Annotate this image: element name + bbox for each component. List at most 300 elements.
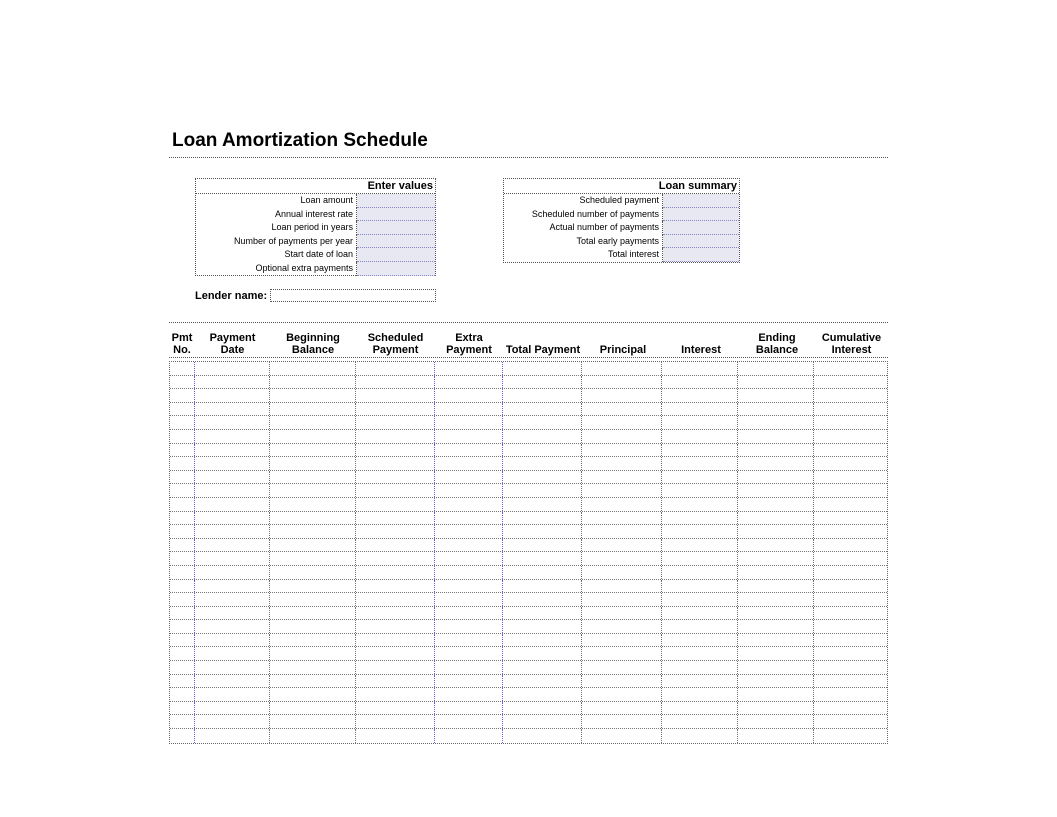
table-cell[interactable] (356, 416, 435, 429)
table-cell[interactable] (356, 675, 435, 688)
table-cell[interactable] (738, 403, 814, 416)
table-cell[interactable] (582, 403, 662, 416)
table-cell[interactable] (662, 702, 738, 715)
table-cell[interactable] (814, 566, 887, 579)
table-cell[interactable] (356, 457, 435, 470)
table-cell[interactable] (356, 634, 435, 647)
table-cell[interactable] (662, 593, 738, 606)
table-cell[interactable] (270, 566, 356, 579)
table-cell[interactable] (170, 484, 195, 497)
table-cell[interactable] (582, 647, 662, 660)
table-cell[interactable] (503, 729, 583, 743)
table-cell[interactable] (662, 729, 738, 743)
table-cell[interactable] (662, 661, 738, 674)
table-cell[interactable] (814, 457, 887, 470)
table-cell[interactable] (170, 362, 195, 375)
table-cell[interactable] (814, 661, 887, 674)
table-cell[interactable] (270, 444, 356, 457)
table-cell[interactable] (356, 729, 435, 743)
table-cell[interactable] (814, 688, 887, 701)
table-cell[interactable] (738, 647, 814, 660)
table-cell[interactable] (170, 702, 195, 715)
table-cell[interactable] (814, 729, 887, 743)
table-cell[interactable] (662, 688, 738, 701)
table-cell[interactable] (662, 525, 738, 538)
table-cell[interactable] (270, 620, 356, 633)
table-cell[interactable] (356, 702, 435, 715)
table-cell[interactable] (435, 620, 503, 633)
table-cell[interactable] (738, 620, 814, 633)
table-cell[interactable] (270, 580, 356, 593)
table-cell[interactable] (195, 607, 270, 620)
table-cell[interactable] (435, 552, 503, 565)
table-cell[interactable] (356, 647, 435, 660)
table-cell[interactable] (195, 416, 270, 429)
table-cell[interactable] (503, 498, 583, 511)
table-cell[interactable] (738, 607, 814, 620)
table-cell[interactable] (662, 471, 738, 484)
table-row (170, 444, 887, 458)
table-cell[interactable] (738, 512, 814, 525)
table-cell[interactable] (170, 620, 195, 633)
table-cell[interactable] (503, 702, 583, 715)
table-cell[interactable] (195, 729, 270, 743)
table-cell[interactable] (582, 484, 662, 497)
table-cell[interactable] (435, 661, 503, 674)
table-cell[interactable] (170, 498, 195, 511)
table-cell[interactable] (356, 661, 435, 674)
table-cell[interactable] (503, 430, 583, 443)
table-cell[interactable] (270, 498, 356, 511)
table-cell[interactable] (195, 593, 270, 606)
enter-values-value-cell[interactable] (357, 248, 435, 262)
table-cell[interactable] (435, 376, 503, 389)
table-cell[interactable] (662, 607, 738, 620)
table-cell[interactable] (814, 552, 887, 565)
table-cell[interactable] (582, 471, 662, 484)
table-cell[interactable] (435, 634, 503, 647)
table-cell[interactable] (435, 675, 503, 688)
table-cell[interactable] (195, 498, 270, 511)
table-cell[interactable] (435, 729, 503, 743)
table-cell[interactable] (814, 634, 887, 647)
table-cell[interactable] (270, 647, 356, 660)
table-cell[interactable] (582, 580, 662, 593)
table-cell[interactable] (195, 403, 270, 416)
table-cell[interactable] (435, 688, 503, 701)
table-cell[interactable] (738, 457, 814, 470)
table-cell[interactable] (195, 675, 270, 688)
table-cell[interactable] (170, 471, 195, 484)
table-cell[interactable] (356, 580, 435, 593)
table-cell[interactable] (270, 525, 356, 538)
table-cell[interactable] (356, 593, 435, 606)
table-cell[interactable] (170, 512, 195, 525)
table-cell[interactable] (170, 444, 195, 457)
table-cell[interactable] (356, 620, 435, 633)
table-cell[interactable] (814, 512, 887, 525)
table-cell[interactable] (356, 715, 435, 728)
table-cell[interactable] (503, 620, 583, 633)
table-cell[interactable] (170, 607, 195, 620)
table-cell[interactable] (738, 688, 814, 701)
table-cell[interactable] (356, 498, 435, 511)
table-cell[interactable] (738, 552, 814, 565)
table-cell[interactable] (582, 675, 662, 688)
table-cell[interactable] (814, 620, 887, 633)
table-cell[interactable] (270, 688, 356, 701)
column-header (663, 332, 739, 357)
table-cell[interactable] (270, 634, 356, 647)
table-cell[interactable] (435, 416, 503, 429)
table-cell[interactable] (270, 661, 356, 674)
table-cell[interactable] (662, 403, 738, 416)
table-cell[interactable] (170, 403, 195, 416)
table-cell[interactable] (356, 444, 435, 457)
table-cell[interactable] (195, 430, 270, 443)
table-cell[interactable] (814, 539, 887, 552)
table-cell[interactable] (582, 661, 662, 674)
table-cell[interactable] (738, 566, 814, 579)
table-cell[interactable] (435, 580, 503, 593)
table-cell[interactable] (582, 416, 662, 429)
table-cell[interactable] (582, 525, 662, 538)
table-cell[interactable] (503, 580, 583, 593)
table-cell[interactable] (814, 362, 887, 375)
table-cell[interactable] (435, 471, 503, 484)
table-cell[interactable] (195, 484, 270, 497)
table-cell[interactable] (738, 729, 814, 743)
table-cell[interactable] (435, 362, 503, 375)
table-cell[interactable] (662, 457, 738, 470)
table-cell[interactable] (195, 525, 270, 538)
table-cell[interactable] (582, 593, 662, 606)
table-cell[interactable] (738, 539, 814, 552)
table-cell[interactable] (170, 647, 195, 660)
table-cell[interactable] (582, 430, 662, 443)
table-cell[interactable] (270, 715, 356, 728)
table-cell[interactable] (814, 647, 887, 660)
table-cell[interactable] (503, 362, 583, 375)
table-cell[interactable] (170, 389, 195, 402)
table-cell[interactable] (582, 376, 662, 389)
table-cell[interactable] (582, 444, 662, 457)
table-cell[interactable] (582, 498, 662, 511)
table-cell[interactable] (435, 593, 503, 606)
table-cell[interactable] (662, 376, 738, 389)
table-cell[interactable] (503, 389, 583, 402)
table-cell[interactable] (195, 647, 270, 660)
table-cell[interactable] (814, 416, 887, 429)
table-cell[interactable] (814, 498, 887, 511)
table-cell[interactable] (814, 675, 887, 688)
table-cell[interactable] (435, 607, 503, 620)
table-cell[interactable] (356, 512, 435, 525)
table-cell[interactable] (435, 539, 503, 552)
column-header-line1: Extra (455, 332, 483, 344)
table-cell[interactable] (503, 539, 583, 552)
table-cell[interactable] (814, 593, 887, 606)
table-cell[interactable] (738, 634, 814, 647)
schedule-divider (169, 322, 888, 323)
table-cell[interactable] (195, 634, 270, 647)
table-cell[interactable] (435, 444, 503, 457)
table-cell[interactable] (582, 715, 662, 728)
table-cell[interactable] (503, 634, 583, 647)
table-cell[interactable] (356, 376, 435, 389)
table-cell[interactable] (435, 525, 503, 538)
table-cell[interactable] (582, 457, 662, 470)
table-cell[interactable] (662, 389, 738, 402)
table-cell[interactable] (170, 552, 195, 565)
column-header (270, 332, 356, 357)
table-cell[interactable] (503, 444, 583, 457)
table-cell[interactable] (582, 566, 662, 579)
table-cell[interactable] (738, 362, 814, 375)
column-header-line1: Cumulative (821, 332, 882, 344)
table-cell[interactable] (270, 702, 356, 715)
table-cell[interactable] (814, 607, 887, 620)
table-cell[interactable] (170, 430, 195, 443)
table-cell[interactable] (814, 376, 887, 389)
table-cell[interactable] (195, 389, 270, 402)
table-cell[interactable] (270, 607, 356, 620)
table-cell[interactable] (195, 512, 270, 525)
table-cell[interactable] (738, 580, 814, 593)
table-row (170, 566, 887, 580)
table-row (170, 620, 887, 634)
table-cell[interactable] (503, 647, 583, 660)
table-cell[interactable] (582, 539, 662, 552)
table-cell[interactable] (270, 389, 356, 402)
table-cell[interactable] (435, 512, 503, 525)
table-cell[interactable] (170, 539, 195, 552)
table-cell[interactable] (738, 471, 814, 484)
table-cell[interactable] (503, 607, 583, 620)
table-cell[interactable] (170, 729, 195, 743)
column-header-line1: Pmt (171, 332, 193, 344)
table-cell[interactable] (814, 389, 887, 402)
table-cell[interactable] (662, 620, 738, 633)
table-cell[interactable] (356, 430, 435, 443)
table-cell[interactable] (270, 539, 356, 552)
table-row (170, 634, 887, 648)
table-cell[interactable] (270, 457, 356, 470)
table-cell[interactable] (503, 457, 583, 470)
table-cell[interactable] (662, 715, 738, 728)
table-cell[interactable] (503, 566, 583, 579)
table-cell[interactable] (435, 457, 503, 470)
table-cell[interactable] (503, 688, 583, 701)
table-cell[interactable] (170, 566, 195, 579)
table-cell[interactable] (356, 552, 435, 565)
enter-values-value-cell[interactable] (357, 221, 435, 235)
table-cell[interactable] (270, 362, 356, 375)
table-cell[interactable] (356, 688, 435, 701)
enter-values-value-cell[interactable] (357, 262, 435, 276)
table-cell[interactable] (582, 512, 662, 525)
table-cell[interactable] (662, 430, 738, 443)
table-cell[interactable] (170, 593, 195, 606)
table-cell[interactable] (356, 566, 435, 579)
table-cell[interactable] (662, 444, 738, 457)
table-cell[interactable] (503, 416, 583, 429)
table-cell[interactable] (270, 416, 356, 429)
table-cell[interactable] (662, 362, 738, 375)
table-cell[interactable] (738, 593, 814, 606)
table-cell[interactable] (170, 416, 195, 429)
table-cell[interactable] (582, 389, 662, 402)
table-cell[interactable] (170, 688, 195, 701)
table-cell[interactable] (270, 729, 356, 743)
table-cell[interactable] (435, 702, 503, 715)
table-cell[interactable] (195, 552, 270, 565)
table-cell[interactable] (662, 539, 738, 552)
table-cell[interactable] (814, 430, 887, 443)
table-cell[interactable] (814, 484, 887, 497)
table-cell[interactable] (662, 416, 738, 429)
table-cell[interactable] (170, 661, 195, 674)
table-cell[interactable] (195, 376, 270, 389)
table-cell[interactable] (662, 634, 738, 647)
table-cell[interactable] (435, 498, 503, 511)
table-cell[interactable] (738, 444, 814, 457)
table-cell[interactable] (582, 688, 662, 701)
table-cell[interactable] (503, 715, 583, 728)
table-cell[interactable] (170, 525, 195, 538)
table-cell[interactable] (662, 484, 738, 497)
table-cell[interactable] (814, 580, 887, 593)
table-cell[interactable] (738, 498, 814, 511)
table-cell[interactable] (195, 688, 270, 701)
table-cell[interactable] (356, 525, 435, 538)
table-cell[interactable] (662, 498, 738, 511)
table-cell[interactable] (814, 403, 887, 416)
table-cell[interactable] (270, 552, 356, 565)
table-cell[interactable] (170, 675, 195, 688)
table-cell[interactable] (662, 512, 738, 525)
table-cell[interactable] (738, 430, 814, 443)
table-cell[interactable] (195, 661, 270, 674)
table-cell[interactable] (435, 647, 503, 660)
table-cell[interactable] (170, 715, 195, 728)
table-cell[interactable] (738, 661, 814, 674)
table-cell[interactable] (582, 607, 662, 620)
table-cell[interactable] (582, 552, 662, 565)
table-cell[interactable] (738, 675, 814, 688)
table-cell[interactable] (270, 593, 356, 606)
table-cell[interactable] (738, 525, 814, 538)
table-cell[interactable] (662, 647, 738, 660)
table-cell[interactable] (662, 675, 738, 688)
table-cell[interactable] (503, 484, 583, 497)
table-cell[interactable] (435, 403, 503, 416)
table-cell[interactable] (582, 634, 662, 647)
table-cell[interactable] (662, 552, 738, 565)
table-cell[interactable] (503, 552, 583, 565)
table-cell[interactable] (435, 566, 503, 579)
table-row (170, 729, 887, 743)
table-cell[interactable] (662, 566, 738, 579)
table-cell[interactable] (356, 471, 435, 484)
table-cell[interactable] (738, 376, 814, 389)
enter-values-value-cell[interactable] (357, 194, 435, 208)
table-cell[interactable] (435, 389, 503, 402)
table-cell[interactable] (814, 471, 887, 484)
table-cell[interactable] (270, 675, 356, 688)
table-row (170, 498, 887, 512)
table-cell[interactable] (270, 484, 356, 497)
enter-values-value-cell[interactable] (357, 235, 435, 249)
table-cell[interactable] (356, 362, 435, 375)
table-cell[interactable] (270, 471, 356, 484)
table-cell[interactable] (503, 403, 583, 416)
table-cell[interactable] (582, 362, 662, 375)
table-cell[interactable] (814, 525, 887, 538)
table-cell[interactable] (435, 484, 503, 497)
table-cell[interactable] (582, 702, 662, 715)
table-cell[interactable] (195, 457, 270, 470)
table-cell[interactable] (738, 416, 814, 429)
table-cell[interactable] (270, 430, 356, 443)
table-cell[interactable] (814, 702, 887, 715)
table-cell[interactable] (195, 715, 270, 728)
enter-values-value-cell[interactable] (357, 208, 435, 222)
table-cell[interactable] (195, 580, 270, 593)
table-cell[interactable] (356, 389, 435, 402)
table-cell[interactable] (582, 620, 662, 633)
table-cell[interactable] (195, 702, 270, 715)
table-cell[interactable] (582, 729, 662, 743)
table-cell[interactable] (170, 580, 195, 593)
table-cell[interactable] (195, 539, 270, 552)
table-cell[interactable] (503, 525, 583, 538)
table-cell[interactable] (170, 457, 195, 470)
table-cell[interactable] (662, 580, 738, 593)
table-cell[interactable] (738, 389, 814, 402)
table-cell[interactable] (170, 376, 195, 389)
table-cell[interactable] (738, 484, 814, 497)
table-cell[interactable] (503, 661, 583, 674)
table-cell[interactable] (195, 566, 270, 579)
table-cell[interactable] (356, 539, 435, 552)
loan-summary-label: Scheduled number of payments (504, 208, 663, 222)
table-cell[interactable] (503, 376, 583, 389)
table-cell[interactable] (195, 471, 270, 484)
table-cell[interactable] (814, 715, 887, 728)
table-cell[interactable] (356, 403, 435, 416)
table-cell[interactable] (356, 484, 435, 497)
table-cell[interactable] (356, 607, 435, 620)
table-cell[interactable] (503, 593, 583, 606)
table-cell[interactable] (503, 471, 583, 484)
table-cell[interactable] (195, 362, 270, 375)
table-cell[interactable] (814, 444, 887, 457)
table-cell[interactable] (503, 675, 583, 688)
table-cell[interactable] (503, 512, 583, 525)
table-cell[interactable] (195, 620, 270, 633)
table-cell[interactable] (435, 715, 503, 728)
lender-name-input[interactable] (270, 289, 436, 302)
table-cell[interactable] (738, 702, 814, 715)
table-cell[interactable] (435, 430, 503, 443)
table-cell[interactable] (270, 376, 356, 389)
table-cell[interactable] (270, 512, 356, 525)
table-cell[interactable] (270, 403, 356, 416)
table-cell[interactable] (170, 634, 195, 647)
table-cell[interactable] (195, 444, 270, 457)
table-cell[interactable] (738, 715, 814, 728)
